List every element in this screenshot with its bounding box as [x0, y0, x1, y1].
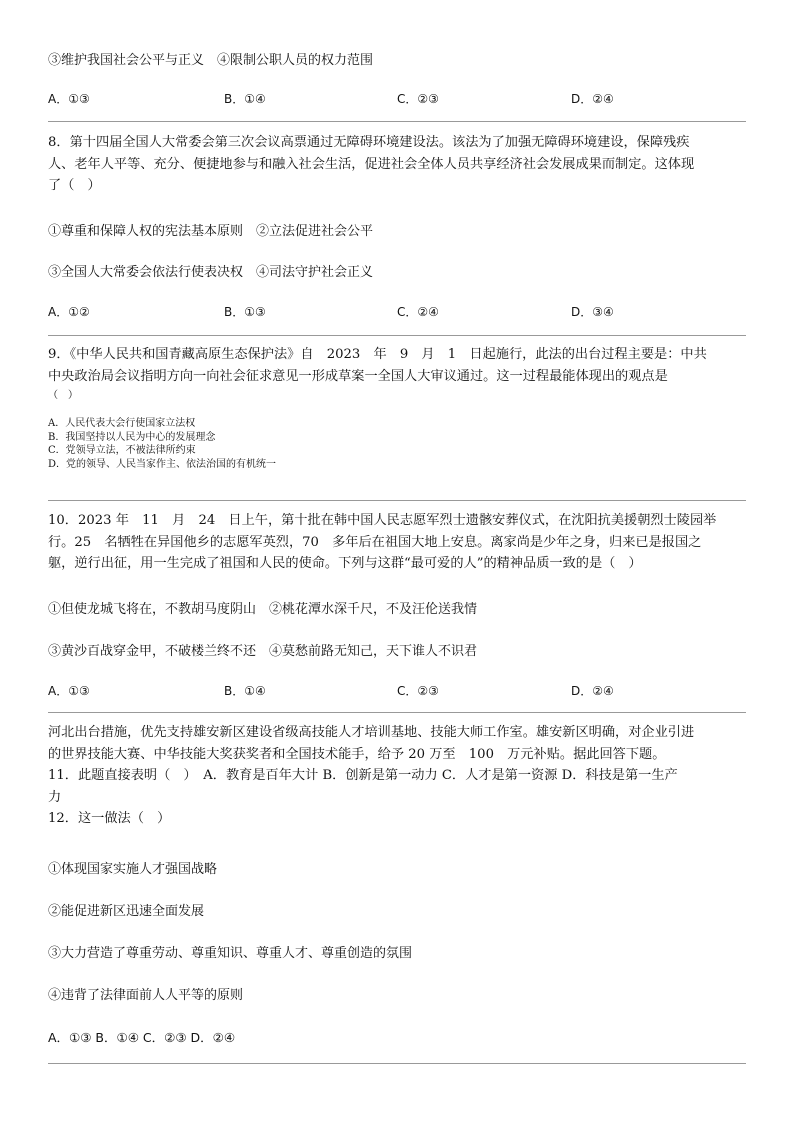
- q12-statement-4: ④违背了法律面前人人平等的原则: [48, 988, 244, 1003]
- separator: [48, 121, 746, 122]
- q8-option-a[interactable]: A．①②: [48, 305, 90, 319]
- q7-option-d[interactable]: D．②④: [571, 92, 614, 106]
- q9-option-c[interactable]: C．党领导立法，不被法律所约束: [48, 445, 196, 457]
- q12-options[interactable]: A．①③ B．①④ C．②③ D．②④: [48, 1030, 236, 1045]
- q10-stem-line-2: 行。25 名牺牲在异国他乡的志愿军英烈，70 多年后在祖国大地上安息。离家尚是少年之身，归来已是报国之: [48, 534, 702, 550]
- q7-option-c[interactable]: C．②③: [397, 92, 439, 106]
- q8-stem-line-2: 人、老年人平等、充分、便捷地参与和融入社会生活，促进社会全体人员共享经济社会发展成果而制定。这体现: [48, 156, 695, 172]
- q9-option-d[interactable]: D．党的领导、人民当家作主、依法治国的有机统一: [48, 458, 277, 470]
- separator: [48, 712, 746, 713]
- q8-stem: [48, 132, 746, 197]
- q8-options: [48, 303, 746, 323]
- q10-options: [48, 682, 746, 702]
- separator: [48, 335, 746, 336]
- separator: [48, 500, 746, 501]
- q8-option-c[interactable]: C．②④: [397, 305, 439, 319]
- q8-statement-1-2: ①尊重和保障人权的宪法基本原则 ②立法促进社会公平: [48, 224, 374, 239]
- q8-option-d[interactable]: D．③④: [571, 305, 614, 319]
- intro-line-1: 河北出台措施，优先支持雄安新区建设省级高技能人才培训基地、技能大师工作室。雄安新区明确，对企业引进: [48, 725, 695, 740]
- q7-option-a[interactable]: A．①③: [48, 92, 90, 106]
- q10-option-d[interactable]: D．②④: [571, 684, 614, 698]
- q10-statement-3-4: ③黄沙百战穿金甲，不破楼兰终不还 ④莫愁前路无知己，天下谁人不识君: [48, 644, 478, 659]
- q8-stem-line-1: 8．第十四届全国人大常委会第三次会议高票通过无障碍环境建设法。该法为了加强无障碍环境建设，保障残疾: [48, 135, 690, 150]
- q10-option-a[interactable]: A．①③: [48, 684, 90, 698]
- q11-line-1: 11．此题直接表明（ ） A．教育是百年大计 B．创新是第一动力 C．人才是第一资源 D．科技是第一生产: [48, 768, 678, 784]
- q8-statement-3-4: ③全国人大常委会依法行使表决权 ④司法守护社会正义: [48, 265, 374, 280]
- q12-statement-3: ③大力营造了尊重劳动、尊重知识、尊重人才、尊重创造的氛围: [48, 946, 413, 961]
- q9-stem: [48, 344, 746, 404]
- intro-line-2: 的世界技能大赛、中华技能大奖获奖者和全国技术能手，给予 20 万至 100 万元补贴。据此回答下题。: [48, 746, 666, 762]
- q9-stem-line-3: （ ）: [48, 390, 78, 402]
- q9-option-b[interactable]: B．我国坚持以人民为中心的发展理念: [48, 431, 216, 443]
- q12-stem: 12．这一做法（ ）: [48, 811, 171, 827]
- q7-statements: ③维护我国社会公平与正义 ④限制公职人员的权力范围: [48, 53, 374, 68]
- q9-option-a[interactable]: A．人民代表大会行使国家立法权: [48, 418, 196, 429]
- q10-stem: [48, 510, 746, 575]
- q12-statement-1: ①体现国家实施人才强国战略: [48, 862, 218, 877]
- q7-option-b[interactable]: B．①④: [224, 92, 266, 106]
- q7-options: [48, 90, 746, 110]
- q10-statement-1-2: ①但使龙城飞将在，不教胡马度阴山 ②桃花潭水深千尺，不及汪伦送我情: [48, 602, 478, 617]
- q9-stem-line-2: 中央政治局会议指明方向一向社会征求意见一形成草案一全国人大审议通过。这一过程最能体现出的观点是: [48, 368, 668, 384]
- separator: [48, 1063, 746, 1064]
- q10-option-c[interactable]: C．②③: [397, 684, 439, 698]
- q11-line-2: 力: [48, 789, 62, 805]
- q10-stem-line-1: 10．2023 年 11 月 24 日上午，第十批在韩中国人民志愿军烈士遗骸安葬仪式，在沈阳抗美援朝烈士陵园举: [48, 513, 717, 528]
- q10-option-b[interactable]: B．①④: [224, 684, 266, 698]
- q9-stem-line-1: 9．《中华人民共和国青藏高原生态保护法》自 2023 年 9 月 1 日起施行，此法的出台过程主要是：中共: [48, 347, 707, 362]
- q8-stem-line-3: 了（ ）: [48, 178, 101, 194]
- q11-12-intro: [48, 722, 746, 830]
- q12-statement-2: ②能促进新区迅速全面发展: [48, 904, 205, 919]
- q10-stem-line-3: 躯，逆行出征，用一生完成了祖国和人民的使命。下列与这群“最可爱的人”的精神品质一致的是（ ）: [48, 556, 642, 572]
- q9-options: [48, 417, 746, 471]
- q8-option-b[interactable]: B．①③: [224, 305, 266, 319]
